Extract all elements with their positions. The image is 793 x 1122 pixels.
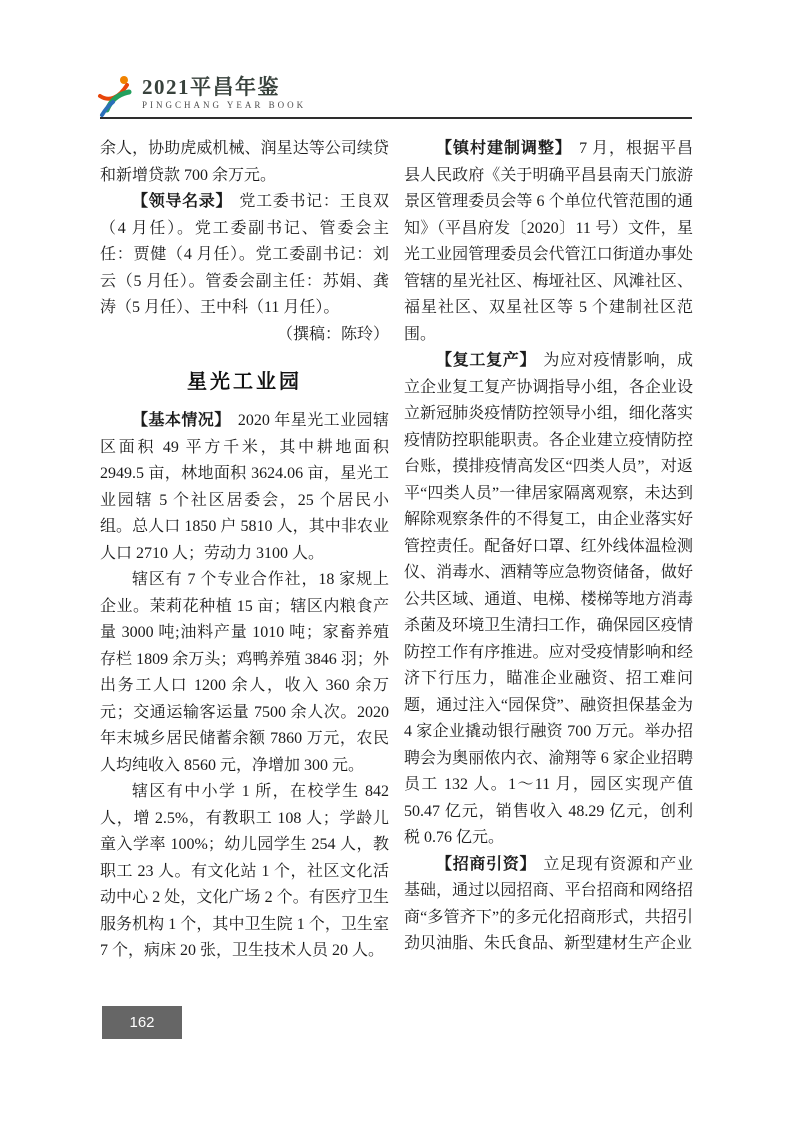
paragraph-basic-info — [100, 408, 389, 567]
page-number-badge — [102, 1006, 182, 1039]
yearbook-title: 2021平昌年鉴 — [142, 75, 280, 99]
paragraph-investment — [404, 852, 693, 958]
paragraph-economy — [100, 567, 389, 779]
entry-label: 【基本情况】 — [132, 412, 231, 429]
paragraph-text: 辖区有中小学 1 所，在校学生 842 人，增 2.5%，有教职工 108 人；学龄儿童入学率 100%；幼儿园学生 254 人，教职工 23 人。有文化站 1 个，社区文化活动中心 2 处，文化广场 2 个。有医疗卫生服务机构 1 个，其中卫生院 1 个，卫生室 7 个，病床 20 张，卫生技术人员 20 人。 — [100, 783, 389, 959]
left-column — [100, 136, 389, 965]
paragraph-text: 2020 年星光工业园辖区面积 49 平方千米，其中耕地面积 2949.5 亩，林地面积 3624.06 亩，星光工业园辖 5 个社区居委会，25 个居民小组。总人口 1850 户 5810 人，其中非农业人口 2710 人；劳动力 3100 人。 — [100, 412, 389, 562]
paragraph-continuation — [100, 136, 389, 189]
paragraph-text: 7 月，根据平昌县人民政府《关于明确平昌县南天门旅游景区管理委员会等 6 个单位代管范围的通知》（平昌府发〔2020〕11 号）文件，星光工业园管理委员会代管江口街道办事处管辖的星光社区、梅垭社区、风滩社区、福星社区、双星社区等 5 个建制社区范围。 — [404, 140, 693, 343]
entry-label: 【招商引资】 — [436, 855, 537, 873]
paragraph-text: 党工委书记：王良双（4 月任）。党工委副书记、管委会主任：贾健（4 月任）。党工委副书记：刘云（5 月任）。管委会副主任：苏娟、龚涛（5 月任）、王中科（11 月任）。 — [100, 193, 389, 316]
paragraph-education-health — [100, 779, 389, 965]
entry-label: 【镇村建制调整】 — [436, 140, 572, 157]
right-column — [404, 136, 693, 965]
paragraph-work-resumption — [404, 348, 693, 852]
yearbook-subtitle: PINGCHANG YEAR BOOK — [142, 100, 307, 110]
byline: （撰稿：陈玲） — [276, 325, 389, 343]
yearbook-logo-icon — [97, 72, 137, 118]
entry-label: 【领导名录】 — [132, 193, 233, 210]
paragraph-leaders-roster — [100, 189, 389, 322]
page-header — [97, 72, 306, 118]
page-number: 162 — [129, 1014, 155, 1031]
page-body — [100, 136, 693, 965]
section-heading: 星光工业园 — [187, 371, 302, 393]
entry-label: 【复工复产】 — [436, 352, 537, 369]
header-text-block — [142, 72, 306, 110]
header-divider — [100, 117, 692, 119]
paragraph-text: 立足现有资源和产业基础，通过以园招商、平台招商和网络招商“多管齐下”的多元化招商形式，共招引劲贝油脂、朱氏食品、新型建材生产企业 — [404, 855, 693, 952]
paragraph-admin-adjustment — [404, 136, 693, 348]
paragraph-text: 为应对疫情影响，成立企业复工复产协调指导小组，各企业设立新冠肺炎疫情防控领导小组，细化落实疫情防控职能职责。各企业建立疫情防控台账，摸排疫情高发区“四类人员”，对返平“四类人员”一律居家隔离观察，未达到解除观察条件的不得复工，由企业落实好管控责任。配备好口罩、红外线体温检测仪、消毒水、酒精等应急物资储备，做好公共区域、通道、电梯、楼梯等地方消毒杀菌及环境卫生清扫工作，确保园区疫情防控工作有序推进。应对受疫情影响和经济下行压力，瞄准企业融资、招工难问题，通过注入“园保贷”、融资担保基金为 4 家企业撬动银行融资 700 万元。举办招聘会为奥丽侬内衣、渝翔等 6 家企业招聘员工 132 人。1～11 月，园区实现产值 50.47 亿元，销售收入 48.29 亿元，创利税 0.76 亿元。 — [404, 352, 693, 846]
paragraph-text: 辖区有 7 个专业合作社，18 家规上企业。茉莉花种植 15 亩；辖区内粮食产量 3000 吨;油料产量 1010 吨；家畜养殖存栏 1809 余万头；鸡鸭养殖 3846 羽；外出务工人口 1200 余人，收入 360 余万元；交通运输客运量 7500 余人次。2020 年末城乡居民储蓄余额 7860 万元，农民人均纯收入 8560 元，净增加 300 元。 — [100, 571, 389, 774]
paragraph-text: 余人，协助虎威机械、润星达等公司续贷和新增贷款 700 余万元。 — [100, 140, 389, 184]
